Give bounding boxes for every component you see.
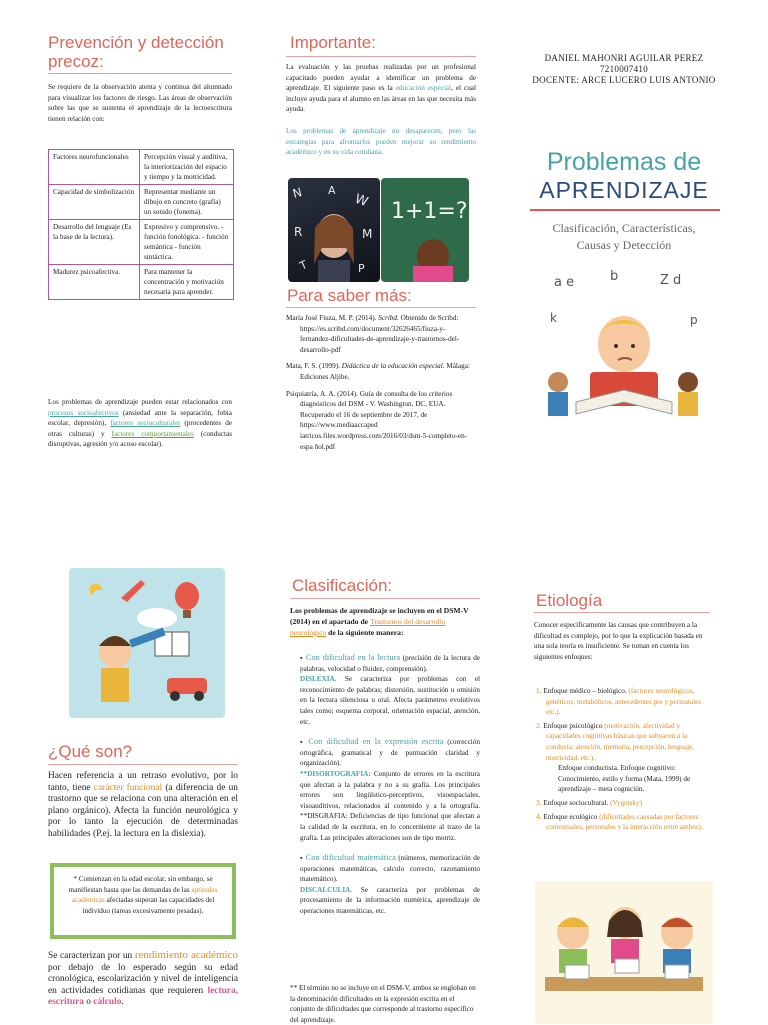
svg-text:Z d: Z d xyxy=(660,273,682,288)
prevention-intro: Se requiere de la observación atenta y continua del alumnado para visualizar los factores de riesgo. Las áreas de observación sobre las que se sustenta el aprendizaje de la lectoescritura tienen relación con: xyxy=(48,83,232,123)
table-cell-area: Capacidad de simbolización xyxy=(49,185,140,220)
cover-subtitle: Clasificación, Características, Causas y Detección xyxy=(552,221,696,252)
table-row xyxy=(49,265,234,300)
svg-text:b: b xyxy=(610,269,619,284)
etiology-item: 4. Enfoque ecológico (dificultades causadas por factores contextuales, personales y la interacción entre ambos). xyxy=(536,812,703,832)
cover-title-line2: APRENDIZAJE xyxy=(539,177,709,203)
classification-item: ▪ Con dificultad matemática (números, memorización de operaciones matemáticas, calculo correcto, razonamiento matemático). DISCALCULIA. Se caracteriza por problemas de procesamiento de la información numérica, aprendizaje de operaciones matemáticas, etc. xyxy=(300,853,480,916)
kids-reading-illustration xyxy=(535,881,713,1024)
photo-boy-chalkboard xyxy=(381,178,469,282)
table-row xyxy=(49,220,234,265)
classification-item: ▪ Con dificultad en la expresión escrita (corrección ortográfica, gramatical y de puntuación claridad y organización). **DISORTOGRAFIA: Conjunto de errores en la escritura que afectan a la palabra y no a su grafía. Los principales errores son lingüístico-perceptivos, visoespaciales, visoauditivos, relacionados al contenido y a la ortografía. **DISGRAFIA: Deficiencias de tipo funcional que afectan a la calidad de la escritura, en lo concerniente al trazo de la grafía. Las principales alteraciones son de tipo motriz. xyxy=(300,737,480,842)
svg-text:k: k xyxy=(550,311,557,325)
table-cell-description: Representar mediante un dibujo en concreto (grafía) un sonido (fonema). xyxy=(140,185,234,220)
socioculturales-link[interactable]: factores socioculturales xyxy=(110,419,181,428)
reference-item: Mata, F. S. (1999). Didáctica de la educación especial. Málaga: Ediciones Aljibe. xyxy=(286,362,470,381)
svg-text:a e: a e xyxy=(554,275,575,290)
svg-text:p: p xyxy=(690,313,698,327)
dsm-trastornos-link[interactable]: Trastornos del desarrollo neurológico xyxy=(290,617,446,637)
what-are-rule xyxy=(48,764,238,765)
table-row xyxy=(49,150,234,185)
prevention-heading: Prevención y detección precoz: xyxy=(48,33,224,71)
observation-table xyxy=(48,149,234,300)
important-rule xyxy=(286,56,476,57)
svg-text:M: M xyxy=(362,227,373,241)
table-cell-description: Percepción visual y auditiva, la interiorización del espacio y tiempo y la motricidad. xyxy=(140,150,234,185)
cover-reading-boy-illustration xyxy=(540,262,712,428)
svg-text:T: T xyxy=(297,258,310,273)
cover-title-rule xyxy=(530,209,720,211)
more-info-rule xyxy=(286,307,476,308)
characteristics-text: Se caracterizan por un rendimiento académico por debajo de lo esperado según su edad cronológica, escolarización y nivel de inteligencia en actividades cotidianas que requieren lectura, escritura o cálculo. xyxy=(48,949,238,1008)
teacher-name: DOCENTE: ARCE LUCERO LUIS ANTONIO xyxy=(532,75,716,85)
what-are-text: Hacen referencia a un retraso evolutivo, por lo tanto, tiene carácter funcional (a diferencia de un trastorno que se relaciona con una alteración en el plano orgánico). Afecta la función neurológica y por lo tanto la ejecución de determinadas habilidades (P.ej. la lectura en la dislexia). xyxy=(48,771,238,839)
classification-list xyxy=(300,653,480,927)
references-list xyxy=(286,313,476,458)
bullet-icon: ▪ xyxy=(300,738,309,747)
svg-text:R: R xyxy=(294,225,303,239)
onset-note-box xyxy=(50,863,236,939)
classification-rule xyxy=(290,598,480,599)
classification-item: ▪ Con dificultad en la lectura (precisión de la lectura de palabras, velocidad o fluidez, comprensión). DISLEXIA. Se caracteriza por problemas con el reconocimiento de palabras; distorsión, sustitución u omisión en la lectura silenciosa u oral. Afecta parámetros evolutivos tales como; esquema corporal, orientación espacial, atención, etc. xyxy=(300,653,480,726)
photo-girl-letters xyxy=(288,178,380,282)
socioafectivos-link[interactable]: procesos socioafectivos xyxy=(48,408,119,417)
etiology-intro: Conocer específicamente las causas que contribuyen a la dificultad es complejo, por lo que la explicación basada en una sola teoría es insuficiente. Se toman en cuenta los siguientes enfoques: xyxy=(534,621,703,661)
comportamentales-link[interactable]: factores comportamentales xyxy=(111,429,194,438)
svg-text:W: W xyxy=(352,191,370,211)
classification-heading: Clasificación: xyxy=(292,576,393,595)
classification-intro: Los problemas de aprendizaje se incluyen en el DSM-V (2014) en el apartado de Trastornos del desarrollo neurológico de la siguiente manera: xyxy=(290,606,469,637)
more-info-heading: Para saber más: xyxy=(287,286,412,305)
etiology-item: 3. Enfoque sociocultural. (Vygotsky) xyxy=(536,798,643,807)
svg-text:N: N xyxy=(291,185,304,201)
table-cell-area: Factores neurofuncionales xyxy=(49,150,140,185)
table-cell-description: Expresivo y comprensivo. -función fonológica. - función semántica - función sintáctica. xyxy=(140,220,234,265)
classification-footnote: ** El término no se incluye en el DSM-V, ambos se engloban en la denominación dificultades en la expresión escrita en el conjunto de dificultades que corresponde al trastorno específico del aprendizaje. xyxy=(290,984,476,1024)
etiology-list xyxy=(534,686,710,836)
svg-text:P: P xyxy=(358,262,365,275)
author-name: DANIEL MAHONRI AGUILAR PEREZ xyxy=(544,53,704,63)
etiology-item: 2. Enfoque psicológico (motivación, afectividad y capacidades cognitivas básicas que subyacen a la conducta; atención, memoria, percepción, lenguaje, motricidad, etc.). Enfoque conductista. Enfoque cognitivo: Conocimiento, estilo y forma (Mata, 1999) de aprendizaje – meta cognición. xyxy=(536,721,695,794)
table-cell-description: Para mantener la concentración y motivación necesaria para aprender. xyxy=(140,265,234,300)
etiology-heading: Etiología xyxy=(536,591,603,610)
kid-telescope-illustration xyxy=(69,568,225,718)
author-block xyxy=(526,53,722,86)
table-cell-area: Desarrollo del lenguaje (Es la base de la lectura). xyxy=(49,220,140,265)
reference-item: María José Fiuza, M. P. (2014). Scribd. Obtenido de Scribd: https://es.scribd.com/document/32626465/fiuza-y-fernandez-dificultades-de-aprendizaje-y-trastornos-del-desarrollo-pdf xyxy=(286,314,460,354)
etiology-rule xyxy=(534,612,710,613)
onset-note-text: * Comienzan en la edad escolar, sin embargo, se manifiestan hasta que las demandas de las aptitudes académicas afectadas superan las capacidades del individuo (tareas excesivamente pesadas). xyxy=(68,875,218,915)
cover-title-line1: Problemas de xyxy=(546,148,702,176)
important-note: Los problemas de aprendizaje no desaparecen, pero las estrategias para afrontarlos pueden mejorar su rendimiento académico y en su vida cotidiana. xyxy=(286,127,476,157)
etiology-item: 1. Enfoque médico – biológico. (factores neurológicos, genéticos, metabólicos, antecedentes pre y perinatales etc.). xyxy=(536,687,702,717)
table-row xyxy=(49,185,234,220)
related-factors-text: Los problemas de aprendizaje pueden estar relacionados con procesos socioafectivos (ansiedad ante la separación, fobia escolar, depresión), factores socioculturales (procedentes de otras culturas) y factores comportamentales (conductas disruptivas, agresión y/o acoso escolar). xyxy=(48,398,232,449)
student-id: 7210007410 xyxy=(600,64,648,74)
svg-text:A: A xyxy=(328,184,336,197)
bullet-icon: ▪ xyxy=(300,654,306,662)
prevention-rule xyxy=(48,73,232,74)
bullet-icon: ▪ xyxy=(300,854,306,863)
svg-text:1+1=?: 1+1=? xyxy=(391,199,468,224)
important-text: La evaluación y las pruebas realizadas por un profesional capacitado pueden ayudar a identificar un problema de aprendizaje. El siguiente paso es la educación especial, el cual incluye ayuda para el alumno en las áreas en las que necesita más ayuda. xyxy=(286,63,476,114)
reference-item: Psiquiatría, A. A. (2014). Guía de consulta de los criterios diagnósticos del DSM - V. Washington, DC, EUA. Recuperado el 16 de septiembre de 2017, de https://www.mediaaccaped ìatricos.files.wordpress.com/2016/03/dsm-5-completo-en-espa ñol.pdf xyxy=(286,389,468,451)
what-are-heading: ¿Qué son? xyxy=(48,742,133,761)
table-cell-area: Madurez psicoafectiva. xyxy=(49,265,140,300)
important-heading: Importante: xyxy=(290,33,376,52)
